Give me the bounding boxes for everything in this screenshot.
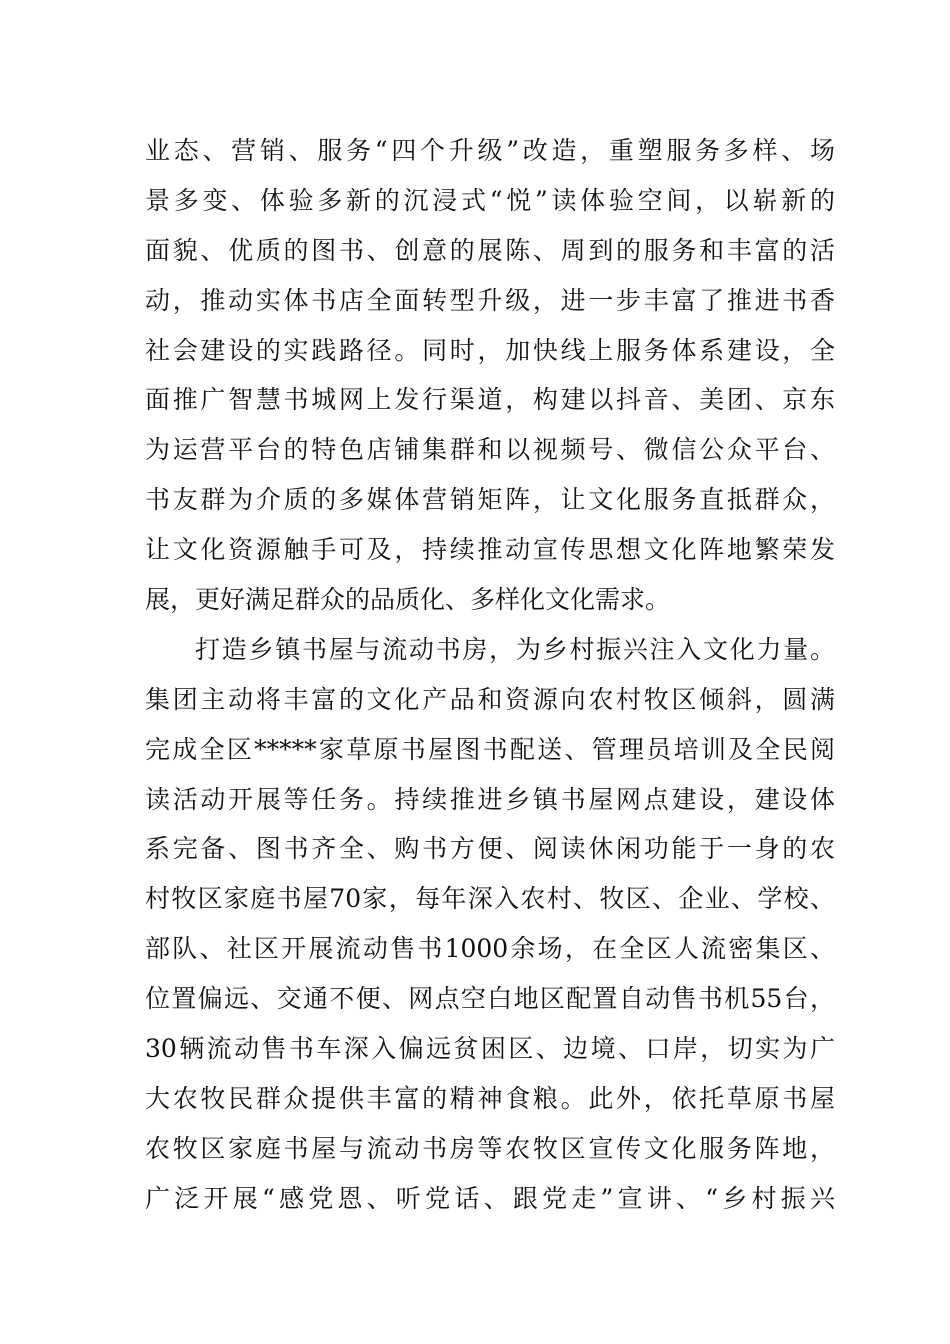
paragraph-start-line: 打造乡镇书屋与流动书房，为乡村振兴注入文化力量。 xyxy=(195,634,835,664)
text-line: 村牧区家庭书屋70家，每年深入农村、牧区、企业、学校、 xyxy=(145,884,835,914)
body-text xyxy=(145,126,835,1224)
text-line: 社会建设的实践路径。同时，加快线上服务体系建设，全 xyxy=(145,335,835,365)
paragraph-end-line: 展，更好满足群众的品质化、多样化文化需求。 xyxy=(145,585,671,615)
text-line: 为运营平台的特色店铺集群和以视频号、微信公众平台、 xyxy=(145,435,835,465)
text-line: 面推广智慧书城网上发行渠道，构建以抖音、美团、京东 xyxy=(145,385,835,415)
text-line: 农牧区家庭书屋与流动书房等农牧区宣传文化服务阵地， xyxy=(145,1133,835,1163)
text-line: 书友群为介质的多媒体营销矩阵，让文化服务直抵群众， xyxy=(145,485,835,515)
text-line: 让文化资源触手可及，持续推动宣传思想文化阵地繁荣发 xyxy=(145,535,835,565)
text-line: 动，推动实体书店全面转型升级，进一步丰富了推进书香 xyxy=(145,285,835,315)
text-line: 广泛开展“感党恩、听党话、跟党走”宣讲、“乡村振兴 xyxy=(145,1183,835,1213)
text-line: 业态、营销、服务“四个升级”改造，重塑服务多样、场 xyxy=(145,136,835,165)
text-line: 系完备、图书齐全、购书方便、阅读休闲功能于一身的农 xyxy=(145,834,835,864)
text-line: 完成全区*****家草原书屋图书配送、管理员培训及全民阅 xyxy=(145,734,835,764)
text-line: 读活动开展等任务。持续推进乡镇书屋网点建设，建设体 xyxy=(145,784,835,814)
text-line: 大农牧民群众提供丰富的精神食粮。此外，依托草原书屋 xyxy=(145,1083,835,1113)
text-line: 集团主动将丰富的文化产品和资源向农村牧区倾斜，圆满 xyxy=(145,684,835,714)
text-line: 位置偏远、交通不便、网点空白地区配置自动售书机55台， xyxy=(145,984,835,1014)
text-line: 面貌、优质的图书、创意的展陈、周到的服务和丰富的活 xyxy=(145,235,835,265)
text-line: 部队、社区开展流动售书1000余场，在全区人流密集区、 xyxy=(145,934,835,964)
text-line: 30辆流动售书车深入偏远贫困区、边境、口岸，切实为广 xyxy=(145,1034,835,1064)
text-line: 景多变、体验多新的沉浸式“悦”读体验空间，以崭新的 xyxy=(145,185,835,215)
